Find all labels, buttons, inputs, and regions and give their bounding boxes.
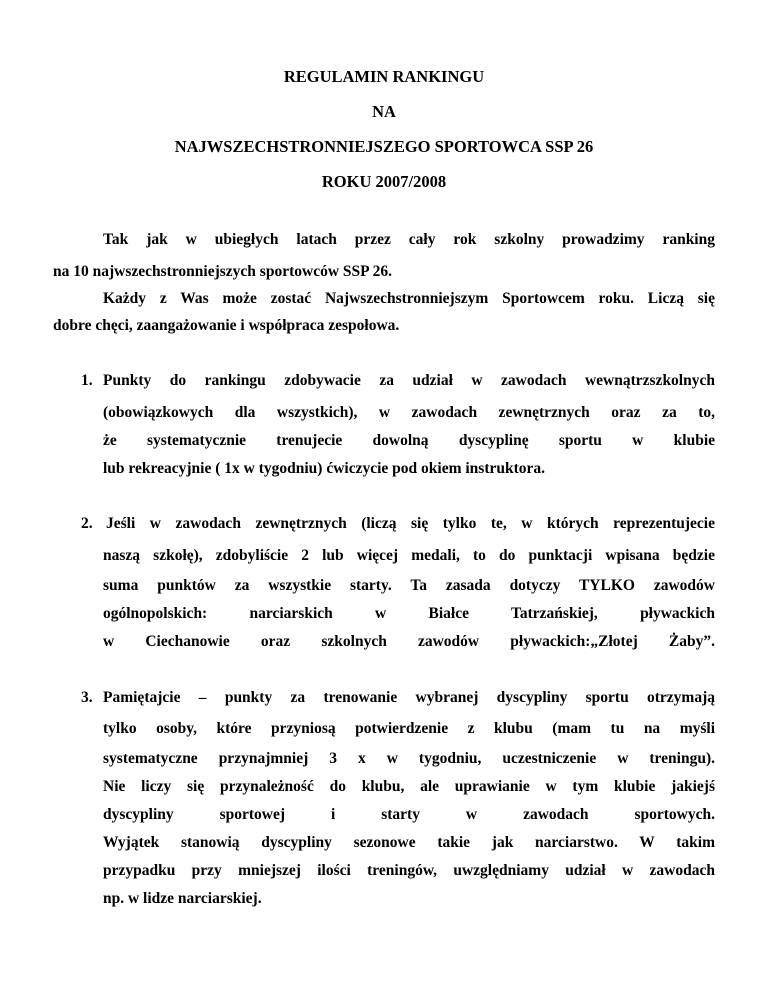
rule-3-line-8: np. w lidze narciarskiej. xyxy=(103,890,262,907)
rule-3-line-5: dyscypliny sportowej i starty w zawodach sportowych. xyxy=(103,806,715,823)
title-line-3: NAJWSZECHSTRONNIEJSZEGO SPORTOWCA SSP 26 xyxy=(174,137,594,156)
rule-3-line-1: Pamiętajcie – punkty za trenowanie wybranej dyscypliny sportu otrzymają xyxy=(103,689,715,706)
intro-paragraph-2-line-1: Każdy z Was może zostać Najwszechstronniejszym Sportowcem roku. Liczą się xyxy=(103,290,715,307)
rule-2-line-1: Jeśli w zawodach zewnętrznych (liczą się tylko te, w których reprezentujecie xyxy=(106,515,715,532)
rule-1-line-4: lub rekreacyjnie ( 1x w tygodniu) ćwiczycie pod okiem instruktora. xyxy=(103,460,546,477)
rule-1-number: 1. xyxy=(81,372,93,389)
rule-3-line-7: przypadku przy mniejszej ilości treningów, uwzględniamy udział w zawodach xyxy=(103,862,715,879)
rule-3-number: 3. xyxy=(81,689,93,706)
rule-3-line-4: Nie liczy się przynależność do klubu, ale uprawianie w tym klubie jakiejś xyxy=(103,778,715,795)
rule-2-line-2: naszą szkołę), zdobyliście 2 lub więcej medali, to do punktacji wpisana będzie xyxy=(103,547,715,564)
rule-3-line-2: tylko osoby, które przyniosą potwierdzenie z klubu (mam tu na myśli xyxy=(103,720,715,737)
rule-2-number: 2. xyxy=(81,515,93,532)
intro-paragraph-2-line-2: dobre chęci, zaangażowanie i współpraca zespołowa. xyxy=(53,317,400,334)
rule-2-line-3: suma punktów za wszystkie starty. Ta zasada dotyczy TYLKO zawodów xyxy=(103,577,715,594)
intro-paragraph-1-line-1: Tak jak w ubiegłych latach przez cały rok szkolny prowadzimy ranking xyxy=(103,231,715,248)
rule-3-line-3: systematyczne przynajmniej 3 x w tygodniu, uczestniczenie w treningu). xyxy=(103,750,715,767)
title-line-1: REGULAMIN RANKINGU xyxy=(283,67,485,86)
rule-1-line-1: Punkty do rankingu zdobywacie za udział w zawodach wewnątrzszkolnych xyxy=(103,372,715,389)
rule-3-line-6: Wyjątek stanowią dyscypliny sezonowe takie jak narciarstwo. W takim xyxy=(103,834,715,851)
rule-1-line-2: (obowiązkowych dla wszystkich), w zawodach zewnętrznych oraz za to, xyxy=(103,404,715,421)
intro-paragraph-1-line-2: na 10 najwszechstronniejszych sportowców SSP 26. xyxy=(53,263,392,280)
title-line-2: NA xyxy=(372,102,396,121)
title-line-4: ROKU 2007/2008 xyxy=(321,172,447,191)
rule-2-line-5: w Ciechanowie oraz szkolnych zawodów pływackich:„Złotej Żaby”. xyxy=(103,633,715,650)
rule-2-line-4: ogólnopolskich: narciarskich w Białce Tatrzańskiej, pływackich xyxy=(103,605,715,622)
rule-1-line-3: że systematycznie trenujecie dowolną dyscyplinę sportu w klubie xyxy=(103,432,715,449)
